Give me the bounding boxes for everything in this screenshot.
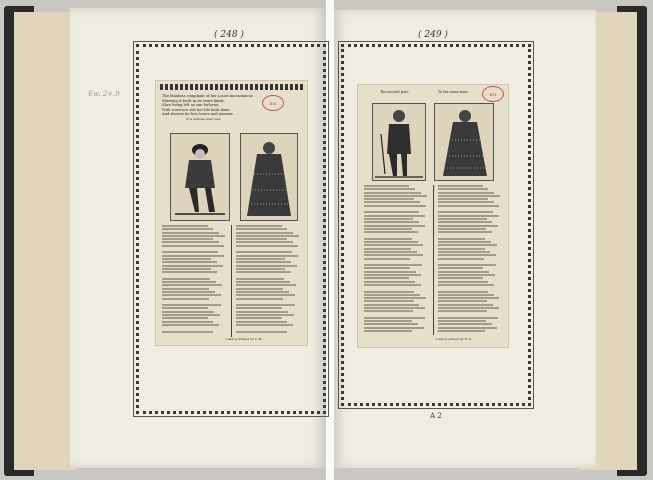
left-ballad-sheet	[155, 80, 308, 346]
verse-line-texture	[162, 268, 211, 270]
woodcut-soldier	[372, 103, 426, 181]
column-divider	[231, 225, 232, 337]
verse-line-texture	[364, 215, 425, 217]
verse-line-texture	[438, 185, 483, 187]
verse-line-texture	[364, 238, 412, 240]
verse-column-right	[236, 225, 301, 337]
verse-line-texture	[438, 225, 499, 227]
verse-line-texture	[438, 211, 493, 213]
verse-line-texture	[162, 331, 213, 333]
verse-line-texture	[438, 195, 501, 197]
verse-line-texture	[438, 307, 499, 309]
verse-line-texture	[162, 255, 224, 257]
verse-line-texture	[162, 288, 209, 290]
verse-line-texture	[438, 221, 493, 223]
heading-tune: To the same tune.	[438, 90, 469, 94]
verse-line-texture	[236, 232, 293, 234]
ballad-verse-columns	[162, 225, 301, 337]
verse-line-texture	[364, 188, 415, 190]
verse-line-texture	[162, 321, 213, 323]
verse-line-texture	[364, 218, 413, 220]
verse-line-texture	[162, 251, 218, 253]
title-line: With sorrowes she her life hath done,	[162, 107, 231, 112]
verse-line-texture	[364, 241, 418, 243]
verse-line-texture	[438, 294, 494, 296]
verse-line-texture	[162, 228, 213, 230]
verse-line-texture	[162, 304, 221, 306]
verse-line-texture	[438, 271, 490, 273]
pencil-note: Ew. 2+.9	[88, 90, 120, 98]
title-line: And shewes for her louers and mourne	[162, 112, 233, 116]
verse-line-texture	[364, 205, 426, 207]
verse-line-texture	[236, 284, 296, 286]
woodcut-man	[170, 133, 230, 221]
verse-line-texture	[236, 291, 289, 293]
verse-line-texture	[438, 238, 486, 240]
verse-line-texture	[438, 251, 491, 253]
verse-line-texture	[438, 241, 492, 243]
verse-line-texture	[236, 281, 290, 283]
verse-line-texture	[438, 215, 499, 217]
verse-line-texture	[162, 278, 210, 280]
verse-line-texture	[162, 271, 217, 273]
verse-line-texture	[438, 330, 486, 332]
library-stamp: BM	[482, 86, 504, 102]
verse-line-texture	[438, 320, 486, 322]
verse-line-texture	[236, 321, 287, 323]
verse-line-texture	[364, 310, 413, 312]
signature-mark: A 2	[430, 412, 442, 420]
verse-line-texture	[364, 231, 418, 233]
verse-line-texture	[438, 291, 488, 293]
verse-line-texture	[162, 225, 208, 227]
verse-line-texture	[364, 291, 414, 293]
title-line: Shewing it forth in its owne kinde,	[162, 98, 225, 103]
verse-line-texture	[364, 248, 411, 250]
verse-line-texture	[162, 235, 225, 237]
verse-line-texture	[438, 231, 492, 233]
imprint-line: London, printed for H. G.	[436, 337, 472, 341]
verse-line-texture	[236, 298, 283, 300]
verse-line-texture	[364, 244, 423, 246]
verse-line-texture	[162, 258, 211, 260]
verse-line-texture	[438, 188, 489, 190]
verse-line-texture	[364, 323, 418, 325]
verse-line-texture	[162, 291, 215, 293]
verse-line-texture	[162, 314, 220, 316]
verse-line-texture	[162, 265, 223, 267]
verse-line-texture	[438, 304, 493, 306]
verse-line-texture	[236, 241, 293, 243]
verse-line-texture	[162, 241, 219, 243]
verse-line-texture	[438, 218, 487, 220]
verse-line-texture	[438, 267, 484, 269]
verse-line-texture	[162, 261, 217, 263]
verse-line-texture	[364, 297, 426, 299]
column-divider	[433, 185, 434, 335]
verse-line-texture	[364, 304, 419, 306]
verse-line-texture	[364, 198, 414, 200]
verse-line-texture	[438, 310, 487, 312]
verse-line-texture	[236, 245, 298, 247]
imprint-line: London, Printed for A. M.	[226, 337, 263, 341]
verse-line-texture	[438, 281, 489, 283]
verse-line-texture	[364, 267, 410, 269]
verse-line-texture	[438, 300, 488, 302]
verse-line-texture	[438, 258, 484, 260]
gutter	[326, 0, 334, 480]
verse-line-texture	[364, 192, 421, 194]
verse-line-texture	[364, 258, 410, 260]
verse-line-texture	[364, 254, 423, 256]
verse-line-texture	[236, 278, 284, 280]
verse-line-texture	[364, 225, 425, 227]
verse-line-texture	[438, 192, 495, 194]
verse-line-texture	[364, 284, 421, 286]
verse-line-texture	[364, 195, 427, 197]
verse-line-texture	[364, 271, 416, 273]
title-line: Shee being left as one forlorne,	[162, 103, 220, 107]
verse-line-texture	[236, 238, 287, 240]
verse-line-texture	[364, 185, 409, 187]
verse-line-texture	[438, 277, 483, 279]
verse-line-texture	[236, 288, 283, 290]
verse-line-texture	[364, 327, 424, 329]
ballad-verse-columns	[364, 185, 502, 335]
verse-line-texture	[438, 198, 488, 200]
verse-column-left	[162, 225, 227, 337]
verse-line-texture	[236, 304, 295, 306]
verse-line-texture	[162, 317, 208, 319]
woodcut-lady	[434, 103, 494, 181]
page-edges-left	[14, 12, 76, 470]
left-folio: ( 248 )	[214, 30, 244, 40]
right-folio: ( 249 )	[418, 30, 448, 40]
verse-line-texture	[162, 294, 221, 296]
verse-line-texture	[236, 311, 288, 313]
verse-line-texture	[438, 205, 500, 207]
ornament-band	[160, 84, 303, 90]
verse-line-texture	[364, 294, 420, 296]
verse-line-texture	[162, 232, 219, 234]
verse-line-texture	[236, 317, 282, 319]
verse-line-texture	[438, 244, 497, 246]
verse-line-texture	[162, 245, 224, 247]
verse-line-texture	[364, 317, 425, 319]
verse-column-right	[438, 185, 503, 335]
woodcut-woman	[240, 133, 298, 221]
verse-line-texture	[364, 221, 419, 223]
verse-line-texture	[364, 274, 421, 276]
verse-line-texture	[438, 323, 492, 325]
verse-line-texture	[438, 228, 486, 230]
library-stamp: BM	[262, 95, 284, 111]
verse-line-texture	[236, 294, 295, 296]
verse-line-texture	[364, 228, 412, 230]
verse-line-texture	[364, 201, 420, 203]
verse-line-texture	[162, 311, 214, 313]
verse-line-texture	[162, 307, 208, 309]
verse-line-texture	[438, 327, 498, 329]
title-line: The Maidens complaint of her Loues inconstancie	[162, 94, 253, 98]
verse-line-texture	[236, 235, 299, 237]
verse-line-texture	[162, 298, 209, 300]
right-ballad-sheet	[357, 84, 509, 348]
verse-line-texture	[236, 251, 292, 253]
verse-line-texture	[236, 268, 285, 270]
verse-line-texture	[236, 331, 287, 333]
verse-line-texture	[236, 261, 291, 263]
verse-line-texture	[364, 330, 412, 332]
verse-line-texture	[364, 211, 419, 213]
tune-line: To a delicate new tune.	[186, 117, 222, 121]
verse-line-texture	[236, 324, 293, 326]
verse-line-texture	[236, 228, 287, 230]
verse-line-texture	[364, 281, 415, 283]
verse-line-texture	[438, 297, 500, 299]
verse-line-texture	[438, 254, 497, 256]
verse-line-texture	[364, 300, 414, 302]
verse-line-texture	[364, 277, 409, 279]
verse-line-texture	[162, 324, 219, 326]
verse-column-left	[364, 185, 429, 335]
verse-line-texture	[438, 248, 485, 250]
verse-line-texture	[162, 284, 222, 286]
verse-line-texture	[438, 274, 495, 276]
verse-line-texture	[438, 201, 494, 203]
verse-line-texture	[364, 307, 425, 309]
verse-line-texture	[236, 314, 294, 316]
verse-line-texture	[438, 317, 499, 319]
heading-part: The second part,	[380, 90, 409, 94]
verse-line-texture	[438, 284, 495, 286]
verse-line-texture	[162, 238, 213, 240]
verse-line-texture	[236, 265, 297, 267]
verse-line-texture	[236, 225, 282, 227]
verse-line-texture	[162, 281, 216, 283]
verse-line-texture	[364, 264, 422, 266]
verse-line-texture	[364, 251, 417, 253]
verse-line-texture	[236, 307, 282, 309]
verse-line-texture	[236, 258, 285, 260]
verse-line-texture	[236, 255, 298, 257]
verse-line-texture	[236, 271, 291, 273]
verse-line-texture	[364, 320, 412, 322]
verse-line-texture	[438, 264, 496, 266]
